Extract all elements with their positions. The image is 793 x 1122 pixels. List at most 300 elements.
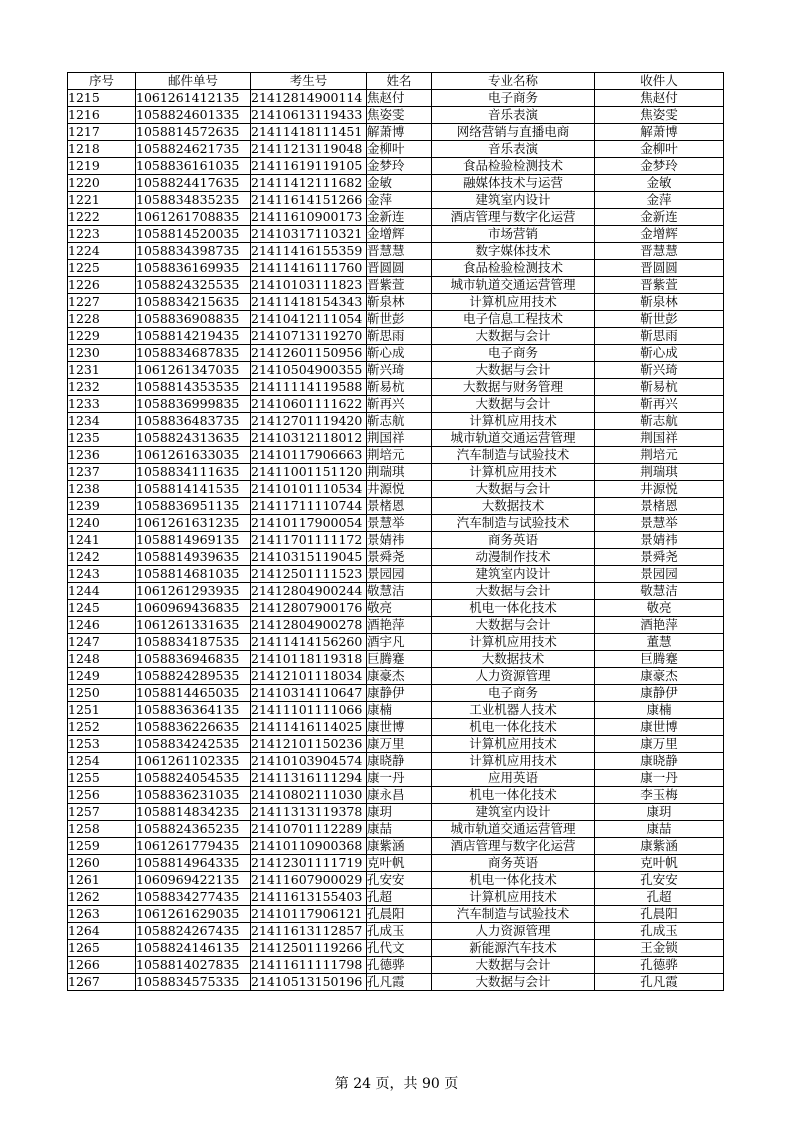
name-cell: 康紫涵 [367,838,432,855]
name-cell: 康万里 [367,736,432,753]
exam-no-cell: 21410117906121 [251,906,367,923]
table-row [68,600,724,617]
name-cell: 靳兴琦 [367,362,432,379]
mail-no-cell: 1058814681035 [136,566,251,583]
exam-no-cell: 21411613112857 [251,923,367,940]
seq-cell: 1257 [68,804,136,821]
mail-no-cell: 1058814353535 [136,379,251,396]
exam-no-cell: 21411416111760 [251,260,367,277]
mail-no-cell: 1061261331635 [136,617,251,634]
major-cell: 建筑室内设计 [432,192,595,209]
exam-no-cell: 21410118119318 [251,651,367,668]
name-cell: 景慧举 [367,515,432,532]
mail-no-cell: 1058834242535 [136,736,251,753]
name-cell: 敬亮 [367,600,432,617]
mail-no-cell: 1058836999835 [136,396,251,413]
mail-no-cell: 1058834111635 [136,464,251,481]
table-row [68,617,724,634]
mail-no-cell: 1058824313635 [136,430,251,447]
recipient-cell: 康豪杰 [595,668,724,685]
exam-no-cell: 21410802111030 [251,787,367,804]
recipient-cell: 靳兴琦 [595,362,724,379]
mail-no-cell: 1061261633035 [136,447,251,464]
recipient-cell: 靳易杭 [595,379,724,396]
recipient-cell: 景舜尧 [595,549,724,566]
major-cell: 商务英语 [432,855,595,872]
major-cell: 计算机应用技术 [432,413,595,430]
name-cell: 靳思雨 [367,328,432,345]
name-cell: 康玥 [367,804,432,821]
recipient-cell: 康万里 [595,736,724,753]
mail-no-cell: 1058824601335 [136,107,251,124]
major-cell: 大数据与会计 [432,362,595,379]
name-cell: 景园园 [367,566,432,583]
seq-cell: 1239 [68,498,136,515]
exam-no-cell: 21410504900355 [251,362,367,379]
recipient-cell: 靳志航 [595,413,724,430]
seq-cell: 1254 [68,753,136,770]
major-cell: 工业机器人技术 [432,702,595,719]
exam-no-cell: 21412814900114 [251,90,367,107]
major-cell: 大数据技术 [432,651,595,668]
exam-no-cell: 21411711110744 [251,498,367,515]
recipient-cell: 孔超 [595,889,724,906]
major-cell: 大数据与财务管理 [432,379,595,396]
name-cell: 酒艳萍 [367,617,432,634]
major-cell: 大数据与会计 [432,617,595,634]
header-mail-no: 邮件单号 [136,73,251,90]
seq-cell: 1218 [68,141,136,158]
exam-no-cell: 21410312118012 [251,430,367,447]
recipient-cell: 孔安安 [595,872,724,889]
recipient-cell: 金增辉 [595,226,724,243]
exam-no-cell: 21412501119266 [251,940,367,957]
mail-no-cell: 1061261631235 [136,515,251,532]
major-cell: 汽车制造与试验技术 [432,447,595,464]
table-row [68,719,724,736]
seq-cell: 1261 [68,872,136,889]
seq-cell: 1217 [68,124,136,141]
name-cell: 靳泉林 [367,294,432,311]
recipient-cell: 焦赵付 [595,90,724,107]
major-cell: 大数据与会计 [432,396,595,413]
table-row [68,838,724,855]
table-row [68,532,724,549]
header-major: 专业名称 [432,73,595,90]
major-cell: 融媒体技术与运营 [432,175,595,192]
table-row [68,481,724,498]
seq-cell: 1262 [68,889,136,906]
exam-no-cell: 21410613119433 [251,107,367,124]
table-row [68,396,724,413]
header-exam-no: 考生号 [251,73,367,90]
recipient-cell: 靳心成 [595,345,724,362]
mail-no-cell: 1058824365235 [136,821,251,838]
table-row [68,821,724,838]
recipient-cell: 康晓静 [595,753,724,770]
table-row [68,311,724,328]
name-cell: 景楮恩 [367,498,432,515]
table-row [68,328,724,345]
name-cell: 靳易杭 [367,379,432,396]
major-cell: 机电一体化技术 [432,787,595,804]
mail-no-cell: 1058834215635 [136,294,251,311]
seq-cell: 1219 [68,158,136,175]
mail-no-cell: 1061261708835 [136,209,251,226]
table-row [68,940,724,957]
mail-no-cell: 1058836231035 [136,787,251,804]
table-row [68,651,724,668]
mail-no-cell: 1058836483735 [136,413,251,430]
table-row [68,175,724,192]
seq-cell: 1258 [68,821,136,838]
table-row [68,345,724,362]
recipient-cell: 景慧举 [595,515,724,532]
mail-no-cell: 1058814027835 [136,957,251,974]
name-cell: 孔超 [367,889,432,906]
seq-cell: 1252 [68,719,136,736]
major-cell: 计算机应用技术 [432,464,595,481]
name-cell: 晋慧慧 [367,243,432,260]
recipient-cell: 董慧 [595,634,724,651]
mail-no-cell: 1058834277435 [136,889,251,906]
seq-cell: 1242 [68,549,136,566]
exam-no-cell: 21410412111054 [251,311,367,328]
mail-no-cell: 1058814834235 [136,804,251,821]
recipient-cell: 康玥 [595,804,724,821]
name-cell: 克叶帆 [367,855,432,872]
mail-no-cell: 1058814964335 [136,855,251,872]
exam-no-cell: 21411611111798 [251,957,367,974]
exam-no-cell: 21410103111823 [251,277,367,294]
name-cell: 敬慧洁 [367,583,432,600]
major-cell: 汽车制造与试验技术 [432,906,595,923]
seq-cell: 1234 [68,413,136,430]
seq-cell: 1260 [68,855,136,872]
table-row [68,889,724,906]
seq-cell: 1216 [68,107,136,124]
major-cell: 计算机应用技术 [432,736,595,753]
recipient-cell: 克叶帆 [595,855,724,872]
exam-no-cell: 21411316111294 [251,770,367,787]
exam-no-cell: 21410103904574 [251,753,367,770]
seq-cell: 1250 [68,685,136,702]
exam-no-cell: 21411418154343 [251,294,367,311]
seq-cell: 1222 [68,209,136,226]
exam-no-cell: 21411313119378 [251,804,367,821]
table-row [68,277,724,294]
major-cell: 计算机应用技术 [432,753,595,770]
table-row [68,124,724,141]
name-cell: 康一丹 [367,770,432,787]
mail-no-cell: 1058824054535 [136,770,251,787]
major-cell: 音乐表演 [432,141,595,158]
recipient-cell: 荆国祥 [595,430,724,447]
major-cell: 大数据技术 [432,498,595,515]
major-cell: 人力资源管理 [432,923,595,940]
name-cell: 金萍 [367,192,432,209]
name-cell: 康楠 [367,702,432,719]
exam-no-cell: 21411414156260 [251,634,367,651]
name-cell: 景婧祎 [367,532,432,549]
mail-no-cell: 1058836364135 [136,702,251,719]
exam-no-cell: 21411001151120 [251,464,367,481]
seq-cell: 1248 [68,651,136,668]
major-cell: 电子商务 [432,345,595,362]
major-cell: 电子商务 [432,685,595,702]
mail-no-cell: 1058836951135 [136,498,251,515]
name-cell: 孔成玉 [367,923,432,940]
recipient-cell: 李玉梅 [595,787,724,804]
table-row [68,90,724,107]
mail-no-cell: 1061261412135 [136,90,251,107]
recipient-cell: 晋紫萱 [595,277,724,294]
mail-no-cell: 1058814572635 [136,124,251,141]
mail-no-cell: 1058814520035 [136,226,251,243]
mail-no-cell: 1058814465035 [136,685,251,702]
exam-no-cell: 21412807900176 [251,600,367,617]
mail-no-cell: 1058836169935 [136,260,251,277]
seq-cell: 1247 [68,634,136,651]
name-cell: 金梦玲 [367,158,432,175]
major-cell: 食品检验检测技术 [432,260,595,277]
recipient-cell: 孔德骅 [595,957,724,974]
mail-no-cell: 1061261293935 [136,583,251,600]
table-row [68,957,724,974]
header-recipient: 收件人 [595,73,724,90]
name-cell: 孔德骅 [367,957,432,974]
table-row [68,141,724,158]
mail-no-cell: 1061261779435 [136,838,251,855]
seq-cell: 1231 [68,362,136,379]
page-number: 第 24 页，共 90 页 [334,1076,459,1092]
recipient-cell: 焦姿雯 [595,107,724,124]
mail-no-cell: 1058814969135 [136,532,251,549]
major-cell: 城市轨道交通运营管理 [432,821,595,838]
table-row [68,362,724,379]
major-cell: 计算机应用技术 [432,634,595,651]
recipient-cell: 靳泉林 [595,294,724,311]
recipient-cell: 敬慧洁 [595,583,724,600]
recipient-cell: 康一丹 [595,770,724,787]
exam-no-cell: 21410315119045 [251,549,367,566]
mail-no-cell: 1058836946835 [136,651,251,668]
seq-cell: 1225 [68,260,136,277]
mail-no-cell: 1060969422135 [136,872,251,889]
recipient-cell: 孔凡霞 [595,974,724,991]
seq-cell: 1232 [68,379,136,396]
name-cell: 康喆 [367,821,432,838]
name-cell: 孔代文 [367,940,432,957]
seq-cell: 1266 [68,957,136,974]
major-cell: 机电一体化技术 [432,600,595,617]
recipient-cell: 康紫涵 [595,838,724,855]
exam-no-cell: 21410513150196 [251,974,367,991]
mail-no-cell: 1058814141535 [136,481,251,498]
major-cell: 动漫制作技术 [432,549,595,566]
mail-no-cell: 1058834398735 [136,243,251,260]
recipient-cell: 晋慧慧 [595,243,724,260]
exam-no-cell: 21411701111172 [251,532,367,549]
exam-no-cell: 21411610900173 [251,209,367,226]
major-cell: 汽车制造与试验技术 [432,515,595,532]
table-row [68,107,724,124]
recipient-cell: 解萧博 [595,124,724,141]
mail-no-cell: 1058836226635 [136,719,251,736]
seq-cell: 1229 [68,328,136,345]
exam-no-cell: 21411101111066 [251,702,367,719]
seq-cell: 1267 [68,974,136,991]
mail-no-cell: 1058814939635 [136,549,251,566]
major-cell: 大数据与会计 [432,583,595,600]
mail-no-cell: 1058824325535 [136,277,251,294]
name-cell: 金敏 [367,175,432,192]
mail-no-cell: 1058824289535 [136,668,251,685]
seq-cell: 1240 [68,515,136,532]
table-row [68,736,724,753]
exam-no-cell: 21410314110647 [251,685,367,702]
mail-no-cell: 1058836161035 [136,158,251,175]
header-row [68,73,724,90]
table-row [68,243,724,260]
recipient-cell: 酒艳萍 [595,617,724,634]
mail-no-cell: 1061261102335 [136,753,251,770]
seq-cell: 1236 [68,447,136,464]
exam-no-cell: 21412601150956 [251,345,367,362]
major-cell: 大数据与会计 [432,974,595,991]
table-row [68,549,724,566]
major-cell: 酒店管理与数字化运营 [432,838,595,855]
seq-cell: 1220 [68,175,136,192]
seq-cell: 1243 [68,566,136,583]
table-row [68,430,724,447]
recipient-cell: 孔成玉 [595,923,724,940]
table-row [68,260,724,277]
table-row [68,379,724,396]
mail-no-cell: 1058834187535 [136,634,251,651]
name-cell: 荆培元 [367,447,432,464]
exam-no-cell: 21410601111622 [251,396,367,413]
name-cell: 康世博 [367,719,432,736]
exam-no-cell: 21411613155403 [251,889,367,906]
seq-cell: 1227 [68,294,136,311]
seq-cell: 1249 [68,668,136,685]
mail-no-cell: 1058824146135 [136,940,251,957]
recipient-cell: 金萍 [595,192,724,209]
seq-cell: 1241 [68,532,136,549]
table-row [68,787,724,804]
major-cell: 计算机应用技术 [432,889,595,906]
name-cell: 焦赵付 [367,90,432,107]
recipient-cell: 康静伊 [595,685,724,702]
name-cell: 晋紫萱 [367,277,432,294]
exam-no-cell: 21412101118034 [251,668,367,685]
major-cell: 新能源汽车技术 [432,940,595,957]
major-cell: 城市轨道交通运营管理 [432,277,595,294]
name-cell: 金增辉 [367,226,432,243]
name-cell: 靳志航 [367,413,432,430]
recipient-cell: 景园园 [595,566,724,583]
exam-no-cell: 21411418111451 [251,124,367,141]
seq-cell: 1255 [68,770,136,787]
name-cell: 解萧博 [367,124,432,141]
major-cell: 数字媒体技术 [432,243,595,260]
exam-no-cell: 21410110900368 [251,838,367,855]
seq-cell: 1230 [68,345,136,362]
exam-no-cell: 21411213119048 [251,141,367,158]
recipient-cell: 晋圆圆 [595,260,724,277]
exam-no-cell: 21412501111523 [251,566,367,583]
table-row [68,498,724,515]
seq-cell: 1246 [68,617,136,634]
seq-cell: 1235 [68,430,136,447]
table-row [68,192,724,209]
table-row [68,583,724,600]
seq-cell: 1215 [68,90,136,107]
major-cell: 机电一体化技术 [432,872,595,889]
recipient-cell: 靳世彭 [595,311,724,328]
exam-no-cell: 21411114119588 [251,379,367,396]
mail-no-cell: 1061261347035 [136,362,251,379]
mail-no-cell: 1060969436835 [136,600,251,617]
table-row [68,668,724,685]
major-cell: 酒店管理与数字化运营 [432,209,595,226]
exam-no-cell: 21412804900278 [251,617,367,634]
name-cell: 荆国祥 [367,430,432,447]
name-cell: 靳世彭 [367,311,432,328]
name-cell: 康豪杰 [367,668,432,685]
exam-no-cell: 21412301111719 [251,855,367,872]
major-cell: 计算机应用技术 [432,294,595,311]
exam-no-cell: 21411412111682 [251,175,367,192]
major-cell: 市场营销 [432,226,595,243]
recipient-cell: 景楮恩 [595,498,724,515]
table-row [68,413,724,430]
mail-no-cell: 1058834575335 [136,974,251,991]
major-cell: 建筑室内设计 [432,804,595,821]
name-cell: 金柳叶 [367,141,432,158]
recipient-cell: 靳再兴 [595,396,724,413]
mail-no-cell: 1061261629035 [136,906,251,923]
major-cell: 大数据与会计 [432,481,595,498]
table-row [68,464,724,481]
major-cell: 建筑室内设计 [432,566,595,583]
exam-no-cell: 21410117906663 [251,447,367,464]
recipient-cell: 金新连 [595,209,724,226]
recipient-cell: 荆瑞琪 [595,464,724,481]
name-cell: 孔晨阳 [367,906,432,923]
recipient-cell: 巨腾蹇 [595,651,724,668]
exam-no-cell: 21410101110534 [251,481,367,498]
name-cell: 康静伊 [367,685,432,702]
name-cell: 晋圆圆 [367,260,432,277]
table-row [68,974,724,991]
major-cell: 商务英语 [432,532,595,549]
table-row [68,158,724,175]
seq-cell: 1224 [68,243,136,260]
header-seq: 序号 [68,73,136,90]
mail-no-cell: 1058814219435 [136,328,251,345]
major-cell: 大数据与会计 [432,328,595,345]
table-row [68,753,724,770]
table-row [68,872,724,889]
major-cell: 城市轨道交通运营管理 [432,430,595,447]
name-cell: 井源悦 [367,481,432,498]
table-row [68,634,724,651]
exam-no-cell: 21411416155359 [251,243,367,260]
seq-cell: 1244 [68,583,136,600]
recipient-cell: 荆培元 [595,447,724,464]
